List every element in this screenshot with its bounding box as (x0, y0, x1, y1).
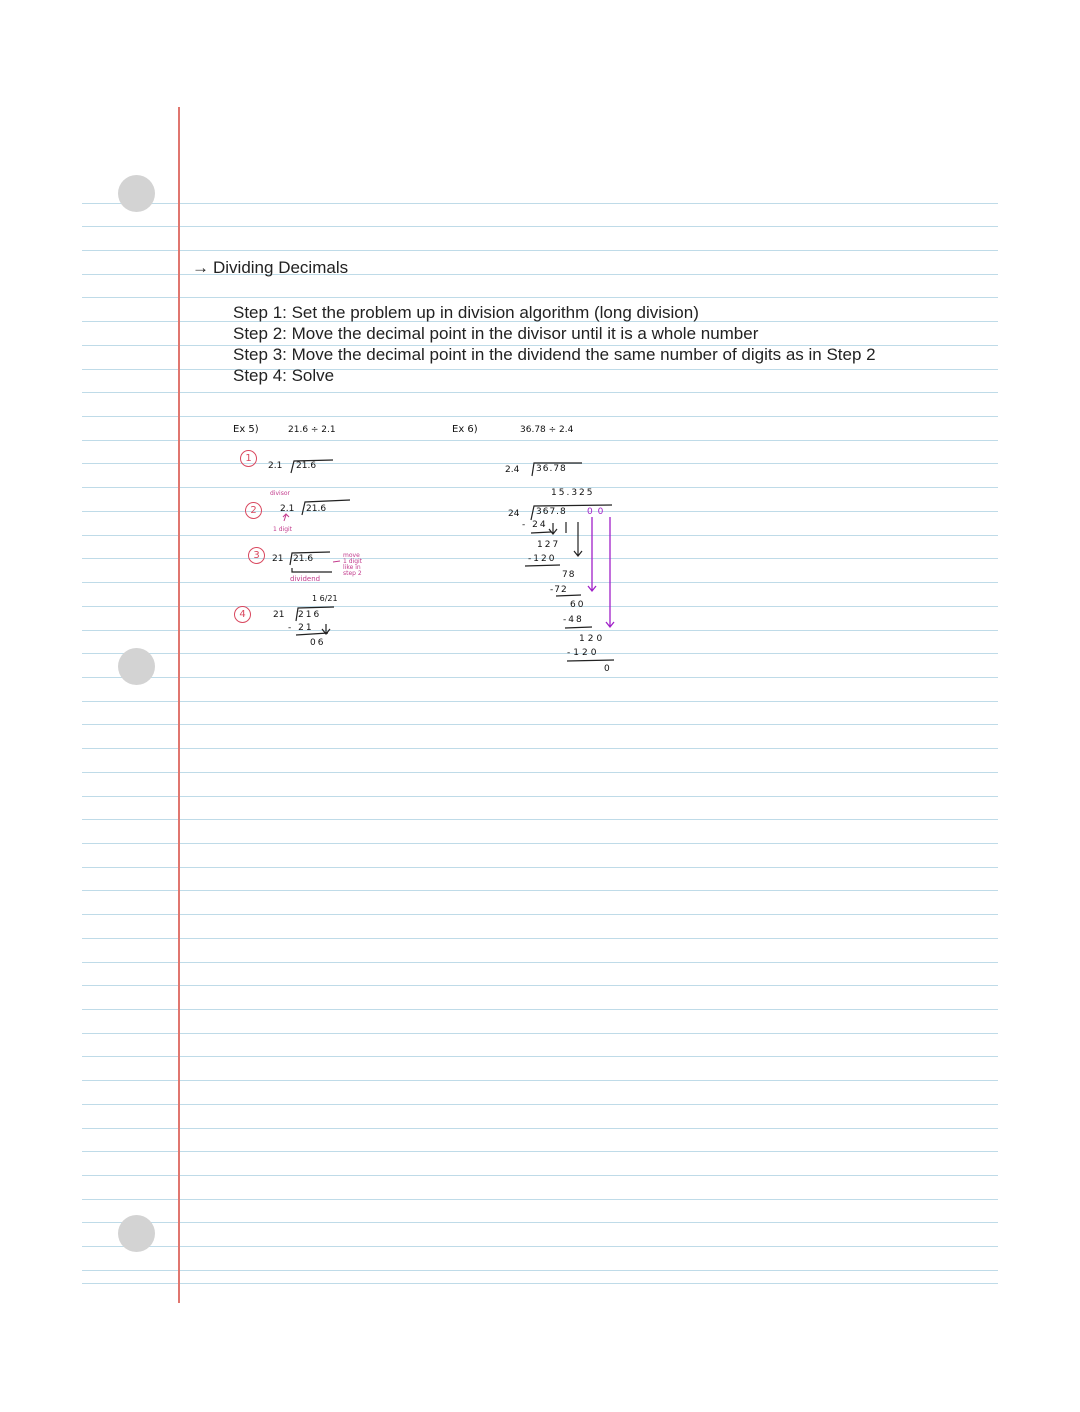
arrow-icon: → (192, 258, 209, 277)
ex5-step2-divisor: 2.1 (280, 504, 295, 514)
heading-title: Dividing Decimals (213, 258, 349, 277)
subtraction-line (296, 633, 328, 635)
step-item: Step 4: Solve (233, 366, 335, 385)
step2-marker: 2 (245, 502, 262, 519)
ex6-line: 60 (570, 600, 586, 610)
step-item: Step 1: Set the problem up in division algorithm (long division) (233, 303, 699, 322)
ex5-step1-divisor: 2.1 (268, 461, 283, 471)
ex6-solve-divisor: 24 (508, 509, 520, 519)
bracket-step1 (291, 460, 333, 473)
digit-arrow (283, 514, 289, 521)
step4-marker: 4 (234, 606, 251, 623)
step-item: Step 2: Move the decimal point in the divisor until it is a whole number (233, 324, 759, 343)
ex5-quotient: 1 6/21 (312, 594, 338, 603)
bracket-step2 (302, 500, 350, 515)
ex5-step3-divisor: 21 (272, 554, 284, 564)
move-arrow (333, 561, 340, 562)
ex6-quotient: 15.325 (551, 488, 595, 498)
ex6-sub-line (565, 627, 592, 628)
ex5-label: Ex 5) (233, 424, 259, 435)
ex5-move-note: move 1 digit like in step 2 (343, 552, 363, 577)
ex6-arrow (574, 522, 582, 556)
ex6-line: -120 (567, 648, 600, 658)
ex5-divisor-note: divisor (270, 490, 290, 497)
bracket-step4 (296, 607, 334, 621)
ex6-line: 0 (604, 664, 610, 674)
ex6-line: - 24 (522, 520, 548, 530)
ex6-purple-arrow (588, 517, 596, 591)
step3-marker: 3 (248, 547, 265, 564)
ex6-setup-dividend: 36.78 (536, 464, 567, 474)
ex5-brackets (290, 460, 350, 635)
ex6-line: -48 (563, 615, 584, 625)
ex5-digit-note: 1 digit (273, 526, 293, 533)
ex5-step3-dividend: 21.6 (293, 554, 314, 564)
ex6-appended-zeros: 0 0 (587, 507, 605, 517)
ex5-step1-dividend: 21.6 (296, 461, 317, 471)
ex5-problem: 21.6 ÷ 2.1 (288, 425, 336, 435)
ex5-step4-dividend: 216 (298, 610, 322, 620)
ex6-sub-line (525, 565, 560, 566)
ex5-step4-remainder: 06 (310, 638, 326, 648)
dividend-underline (292, 568, 332, 572)
ex6-setup-divisor: 2.4 (505, 465, 520, 475)
ex6-solve-bracket (531, 505, 612, 520)
ex6-label: Ex 6) (452, 424, 478, 435)
bring-down-arrow (322, 624, 330, 634)
ex6-purple-arrow (606, 517, 614, 627)
bracket-step3 (290, 552, 330, 565)
ex6-solve-dividend: 367.8 (536, 507, 567, 517)
ex5-step4-sub: - 21 (288, 623, 314, 633)
ex6-setup-bracket (532, 463, 582, 476)
ex6-line: -72 (550, 585, 568, 595)
ex6-problem: 36.78 ÷ 2.4 (520, 425, 574, 435)
ex5-step2-dividend: 21.6 (306, 504, 327, 514)
ex6-line: 78 (562, 570, 576, 580)
ex6-line: -120 (528, 554, 557, 564)
ex5-step4-divisor: 21 (273, 610, 285, 620)
step1-marker: 1 (240, 450, 257, 467)
step-item: Step 3: Move the decimal point in the dividend the same number of digits as in Step 2 (233, 345, 876, 364)
ex6-strokes (525, 463, 614, 661)
ex6-sub-line (531, 532, 551, 533)
ex6-sub-line (567, 660, 614, 661)
ex5-dividend-note: dividend (290, 575, 321, 583)
ex6-line: 127 (537, 540, 561, 550)
ex6-purple-arrows (588, 517, 614, 627)
ex6-line: 120 (579, 634, 606, 644)
ex6-sub-line (556, 595, 581, 596)
